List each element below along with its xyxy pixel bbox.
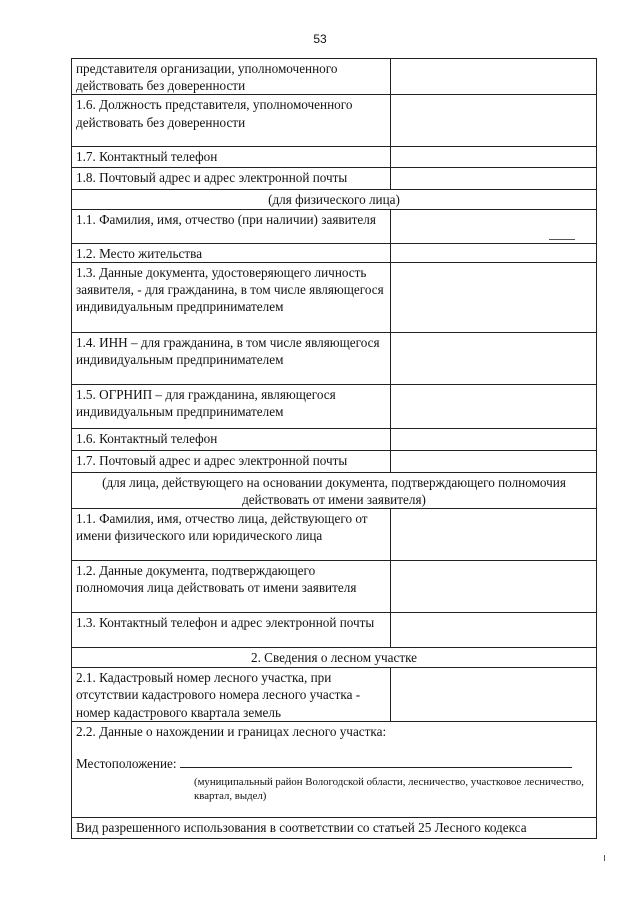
- row-label: 1.8. Почтовый адрес и адрес электронной почты: [72, 168, 391, 190]
- row-label: 1.1. Фамилия, имя, отчество (при наличии) заявителя: [72, 209, 391, 243]
- table-row: [72, 668, 597, 722]
- value-cell[interactable]: [391, 95, 597, 147]
- table-row: [72, 262, 597, 332]
- section2-title: 2. Сведения о лесном участке: [72, 648, 597, 668]
- table-row: [72, 613, 597, 648]
- location-row: [72, 722, 597, 818]
- table-row: [72, 561, 597, 613]
- table-row: [72, 209, 597, 243]
- row-label: 1.5. ОГРНИП – для гражданина, являющегося индивидуальным предпринимателем: [72, 384, 391, 428]
- value-cell[interactable]: [391, 262, 597, 332]
- table-row: [72, 428, 597, 450]
- row-label: 1.3. Данные документа, удостоверяющего личность заявителя, - для гражданина, в том числе являющегося индивидуальным предпринимателем: [72, 262, 391, 332]
- location-field[interactable]: [180, 754, 572, 768]
- value-cell[interactable]: [391, 509, 597, 561]
- row-label: 1.6. Контактный телефон: [72, 428, 391, 450]
- permitted-use-label: Вид разрешенного использования в соответствии со статьей 25 Лесного кодекса: [72, 818, 597, 839]
- row-label: 1.6. Должность представителя, уполномоченного действовать без доверенности: [72, 95, 391, 147]
- scan-mark: [549, 239, 575, 240]
- location-line: [76, 754, 592, 772]
- value-cell[interactable]: [391, 428, 597, 450]
- row-label: 1.2. Данные документа, подтверждающего полномочия лица действовать от имени заявителя: [72, 561, 391, 613]
- location-title: 2.2. Данные о нахождении и границах лесного участка:: [76, 724, 387, 740]
- value-cell[interactable]: [391, 561, 597, 613]
- table-row: [72, 168, 597, 190]
- application-form-table: [71, 58, 597, 839]
- value-cell[interactable]: [391, 243, 597, 262]
- row-label: представителя организации, уполномоченного действовать без доверенности: [72, 59, 391, 95]
- value-cell[interactable]: [391, 384, 597, 428]
- table-row: [72, 509, 597, 561]
- section-header-row: [72, 472, 597, 508]
- location-hint: (муниципальный район Вологодской области, лесничество, участковое лесничество, квартал, выдел): [194, 775, 584, 802]
- table-row: [72, 147, 597, 168]
- table-row: [72, 332, 597, 384]
- scan-mark: [604, 855, 605, 861]
- table-row: [72, 450, 597, 472]
- location-cell: [72, 722, 597, 818]
- value-cell[interactable]: [391, 668, 597, 722]
- table-row: [72, 243, 597, 262]
- row-label: 2.1. Кадастровый номер лесного участка, при отсутствии кадастрового номера лесного участка - номер кадастрового квартала земель: [72, 668, 391, 722]
- row-label: 1.1. Фамилия, имя, отчество лица, действующего от имени физического или юридического лица: [72, 509, 391, 561]
- value-cell[interactable]: [391, 613, 597, 648]
- row-label: 1.2. Место жительства: [72, 243, 391, 262]
- value-cell[interactable]: [391, 332, 597, 384]
- location-label: Местоположение:: [76, 756, 177, 772]
- section-header-agent: (для лица, действующего на основании документа, подтверждающего полномочия действовать от имени заявителя): [72, 472, 597, 508]
- row-label: 1.7. Почтовый адрес и адрес электронной почты: [72, 450, 391, 472]
- section-header-individual: (для физического лица): [72, 190, 597, 209]
- value-cell[interactable]: [391, 168, 597, 190]
- value-cell[interactable]: [391, 59, 597, 95]
- value-cell[interactable]: [391, 147, 597, 168]
- row-label: 1.7. Контактный телефон: [72, 147, 391, 168]
- table-row: [72, 384, 597, 428]
- table-row: [72, 818, 597, 839]
- row-label: 1.4. ИНН – для гражданина, в том числе являющегося индивидуальным предпринимателем: [72, 332, 391, 384]
- section-header-row: [72, 190, 597, 209]
- table-row: [72, 95, 597, 147]
- value-cell[interactable]: [391, 209, 597, 243]
- table-row: [72, 59, 597, 95]
- value-cell[interactable]: [391, 450, 597, 472]
- page-number: 53: [313, 32, 327, 46]
- row-label: 1.3. Контактный телефон и адрес электронной почты: [72, 613, 391, 648]
- section-title-row: [72, 648, 597, 668]
